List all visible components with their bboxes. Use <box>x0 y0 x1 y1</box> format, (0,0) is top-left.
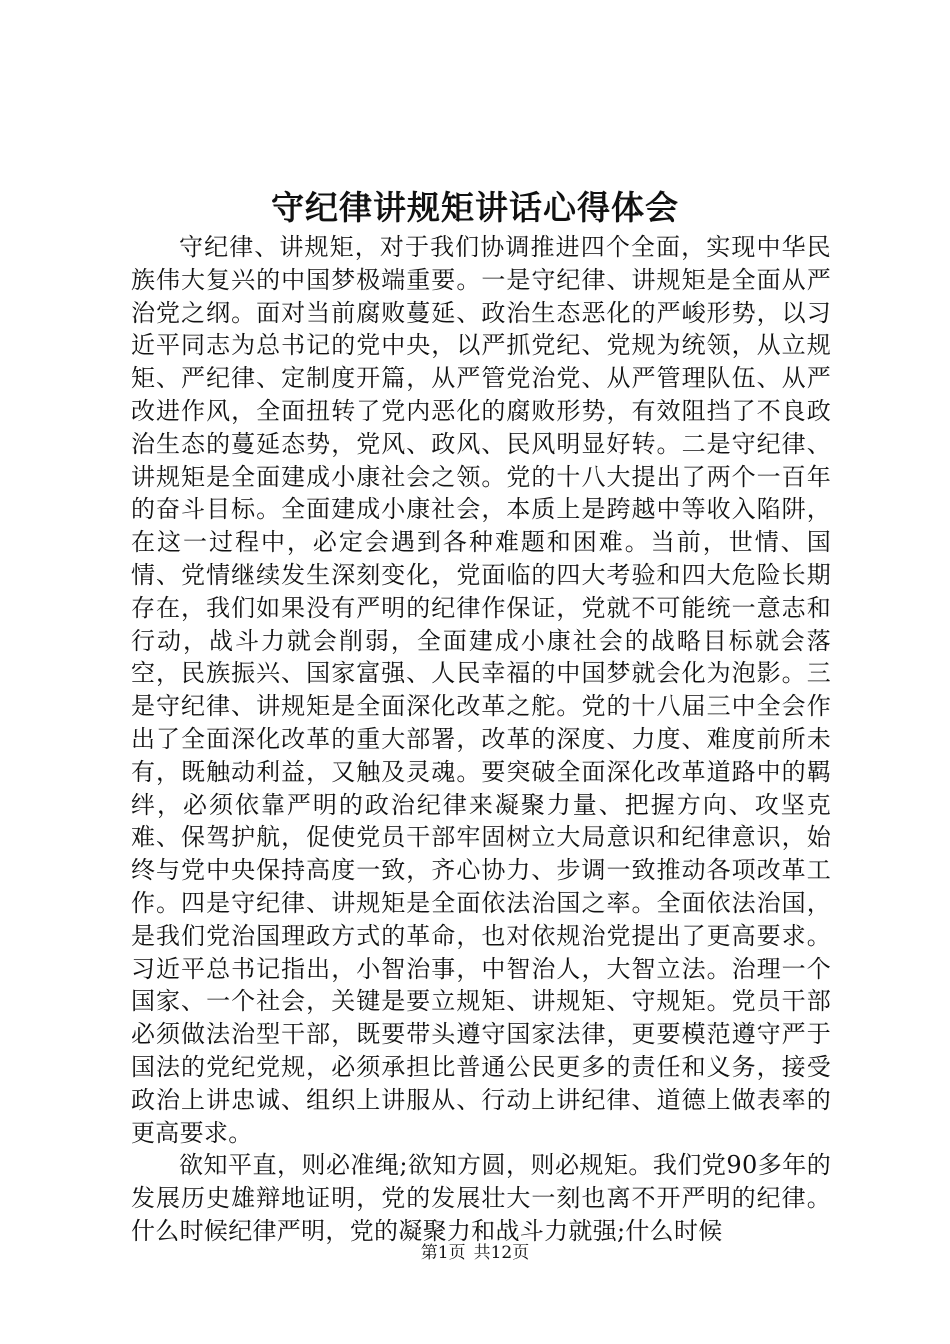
document-title: 守纪律讲规矩讲话心得体会 <box>271 188 679 227</box>
page-number: 第1页 <box>420 1243 466 1263</box>
paragraph-1: 守纪律、讲规矩，对于我们协调推进四个全面，实现中华民族伟大复兴的中国梦极端重要。一是守纪律、讲规矩是全面从严治党之纲。面对当前腐败蔓延、政治生态恶化的严峻形势，以习近平同志为总书记的党中央，以严抓党纪、党规为统领，从立规矩、严纪律、定制度开篇，从严管党治党、从严管理队伍、从严改进作风，全面扭转了党内恶化的腐败形势，有效阻挡了不良政治生态的蔓延态势，党风、政风、民风明显好转。二是守纪律、讲规矩是全面建成小康社会之领。党的十八大提出了两个一百年的奋斗目标。全面建成小康社会，本质上是跨越中等收入陷阱，在这一过程中，必定会遇到各种难题和困难。当前，世情、国情、党情继续发生深刻变化，党面临的四大考验和四大危险长期存在，我们如果没有严明的纪律作保证，党就不可能统一意志和行动，战斗力就会削弱，全面建成小康社会的战略目标就会落空，民族振兴、国家富强、人民幸福的中国梦就会化为泡影。三是守纪律、讲规矩是全面深化改革之舵。党的十八届三中全会作出了全面深化改革的重大部署，改革的深度、力度、难度前所未有，既触动利益，又触及灵魂。要突破全面深化改革道路中的羁绊，必须依靠严明的政治纪律来凝聚力量、把握方向、攻坚克难、保驾护航，促使党员干部牢固树立大局意识和纪律意识，始终与党中央保持高度一致，齐心协力、步调一致推动各项改革工作。四是守纪律、讲规矩是全面依法治国之率。全面依法治国，是我们党治国理政方式的革命，也对依规治党提出了更高要求。习近平总书记指出，小智治事，中智治人，大智立法。治理一个国家、一个社会，关键是要立规矩、讲规矩、守规矩。党员干部必须做法治型干部，既要带头遵守国家法律，更要模范遵守严于国法的党纪党规，必须承担比普通公民更多的责任和义务，接受政治上讲忠诚、组织上讲服从、行动上讲纪律、道德上做表率的更高要求。 <box>131 233 831 1147</box>
document-body <box>131 231 831 1248</box>
paragraph-2: 欲知平直，则必准绳;欲知方圆，则必规矩。我们党90多年的发展历史雄辩地证明，党的发展壮大一刻也离不开严明的纪律。什么时候纪律严明，党的凝聚力和战斗力就强;什么时候 <box>131 1151 831 1245</box>
page-footer <box>0 1241 950 1265</box>
page-total: 共12页 <box>473 1243 530 1263</box>
